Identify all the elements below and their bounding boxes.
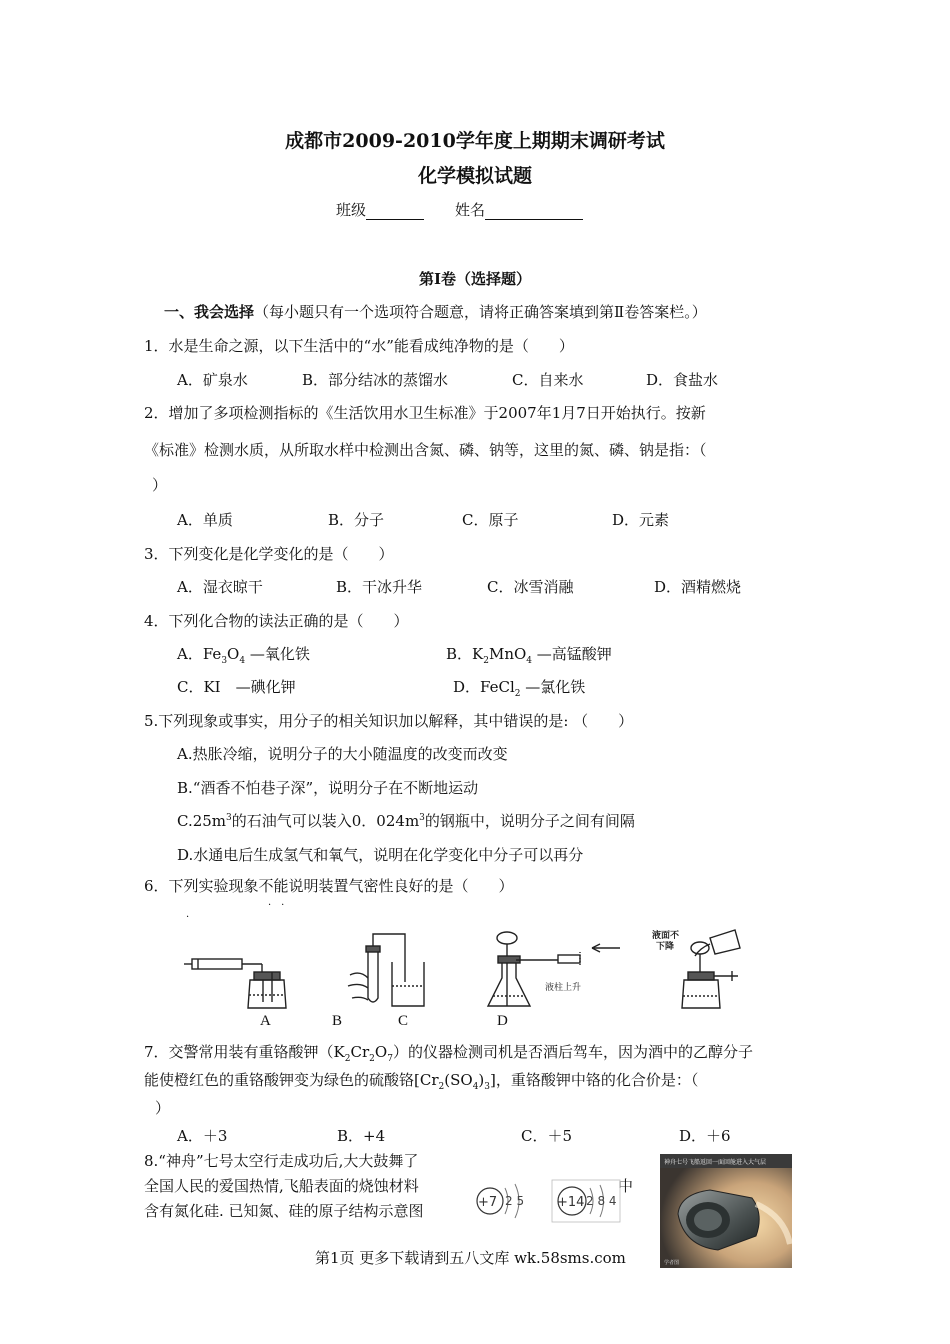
q3-stem: 3．下列变化是化学变化的是（ ）: [144, 545, 394, 563]
part-instructions: [164, 301, 707, 322]
class-blank: [366, 203, 424, 220]
q1-option-c: C．自来水: [512, 371, 584, 389]
nitrogen-atom-diagram: [470, 1178, 534, 1224]
q7-option-b: B．+4: [337, 1127, 386, 1145]
q6-apparatus-figure: [180, 920, 760, 1015]
q8-line-tail: 中: [618, 1177, 634, 1195]
q4-option-b: B．$K_2MnO_4$ —高锰酸钾: [446, 645, 612, 666]
q5-option-c: $C.25m^3$的石油气可以装入0．$024m^3$的钢瓶中，说明分子之间有间隔: [177, 812, 635, 830]
apparatus-4-icon: [682, 930, 740, 1008]
class-label: 班级: [336, 201, 367, 219]
q7-stem-line3: ）: [155, 1099, 171, 1117]
q2-option-c: C．原子: [462, 511, 519, 529]
name-label: 姓名: [455, 201, 486, 219]
q4-stem: 4．下列化合物的读法正确的是（ ）: [144, 612, 409, 630]
q8-line3: 含有氮化硅. 已知氮、硅的原子结构示意图: [144, 1202, 424, 1220]
q7-stem-line1: 7．交警常用装有重铬酸钾$(K_2Cr_2O_7)$的仪器检测司机是否酒后驾车，因为酒中的乙醇分子: [144, 1043, 753, 1064]
q5-option-b: B.“酒香不怕巷子深”，说明分子在不断地运动: [177, 779, 479, 797]
fig-label-a: A: [260, 1013, 271, 1029]
q1-stem: 1．水是生命之源，以下生活中的“水”能看成纯净物的是（ ）: [144, 337, 574, 355]
photo-corner-text: 学者图: [664, 1260, 680, 1266]
q7-option-d: D．＋6: [679, 1127, 731, 1145]
silicon-nucleus-label: +14: [557, 1195, 585, 1210]
q1-option-b: B．部分结冰的蒸馏水: [302, 371, 449, 389]
silicon-atom-diagram: [550, 1178, 622, 1224]
silicon-shells-label: 2 8 4: [586, 1194, 617, 1208]
part-heading: 一、我会选择: [164, 303, 255, 321]
q5-stem: 5.下列现象或事实，用分子的相关知识加以解释，其中错误的是: （ ）: [144, 712, 634, 730]
q3-option-c: C．冰雪消融: [487, 578, 574, 596]
q6-fig-4-text-2: 下降: [656, 942, 675, 952]
emphasis-dots: · ·: [268, 900, 285, 911]
name-blank: [485, 203, 583, 220]
q4-option-a: A．$Fe_3O_4$ —氧化铁: [177, 645, 310, 666]
q4-option-c: C．KI —碘化钾: [177, 678, 296, 696]
q3-option-a: A．湿衣晾干: [177, 578, 263, 596]
q2-option-d: D．元素: [612, 511, 670, 529]
q4-option-d: D．FeCl$_2$ —氯化铁: [453, 678, 586, 699]
q2-option-b: B．分子: [328, 511, 385, 529]
spacecraft-reentry-photo: [660, 1154, 792, 1268]
nitrogen-nucleus-label: +7: [478, 1195, 498, 1210]
q1-option-d: D．食盐水: [646, 371, 719, 389]
part-note: （每小题只有一个选项符合题意，请将正确答案填到第Ⅱ卷答案栏。）: [254, 303, 707, 321]
q7-option-c: C．＋5: [521, 1127, 573, 1145]
stray-dot: ·: [186, 912, 190, 923]
apparatus-d-icon: [488, 932, 620, 1006]
exam-subtitle: 化学模拟试题: [417, 165, 532, 187]
fig-label-c: C: [398, 1013, 409, 1029]
q6-fig-d-text: 液柱上升: [545, 983, 582, 993]
q7-option-a: A．＋3: [177, 1127, 228, 1145]
section-title: 第Ⅰ卷（选择题）: [418, 270, 532, 288]
q2-stem-line2: 《标准》检测水质，从所取水样中检测出含氮、磷、钠等，这里的氮、磷、钠是指：（: [144, 441, 707, 459]
q2-stem-line1: 2．增加了多项检测指标的《生活饮用水卫生标准》于2007年1月7日开始执行。按新: [144, 404, 706, 422]
apparatus-a-icon: [184, 959, 286, 1008]
apparatus-b-icon: [348, 934, 424, 1006]
exam-title: 成都市2009-2010学年度上期期末调研考试: [285, 130, 665, 152]
q8-line2: 全国人民的爱国热情,飞船表面的烧蚀材料: [144, 1177, 419, 1195]
fig-label-d: D: [497, 1013, 508, 1029]
nitrogen-shells-label: 2 5: [505, 1194, 525, 1208]
class-field: [336, 199, 424, 220]
q3-option-d: D．酒精燃烧: [654, 578, 742, 596]
name-field: [455, 199, 583, 220]
q6-fig-4-text-1: 液面不: [652, 931, 680, 941]
page-footer: 第1页 更多下载请到五八文库 wk.58sms.com: [315, 1249, 626, 1267]
q1-option-a: A．矿泉水: [177, 371, 248, 389]
q5-option-d: D.水通电后生成氢气和氧气，说明在化学变化中分子可以再分: [177, 846, 584, 864]
q6-stem: 6．下列实验现象不能说明装置气密性良好的是（ ）: [144, 877, 514, 895]
photo-caption: 神舟七号飞船返回一面回舱进入大气层: [664, 1159, 767, 1166]
q3-option-b: B．干冰升华: [336, 578, 423, 596]
q5-option-a: A.热胀冷缩，说明分子的大小随温度的改变而改变: [177, 745, 508, 763]
q2-stem-line3: ）: [152, 476, 168, 494]
fig-label-b: B: [332, 1013, 343, 1029]
q2-option-a: A．单质: [177, 511, 233, 529]
q7-stem-line2: 能使橙红色的重铬酸钾变为绿色的硫酸铬$[Cr_2(SO_4)_3]$，重铬酸钾中铬的化合价是：（: [144, 1071, 699, 1092]
q8-line1: 8.“神舟”七号太空行走成功后,大大鼓舞了: [144, 1152, 419, 1170]
